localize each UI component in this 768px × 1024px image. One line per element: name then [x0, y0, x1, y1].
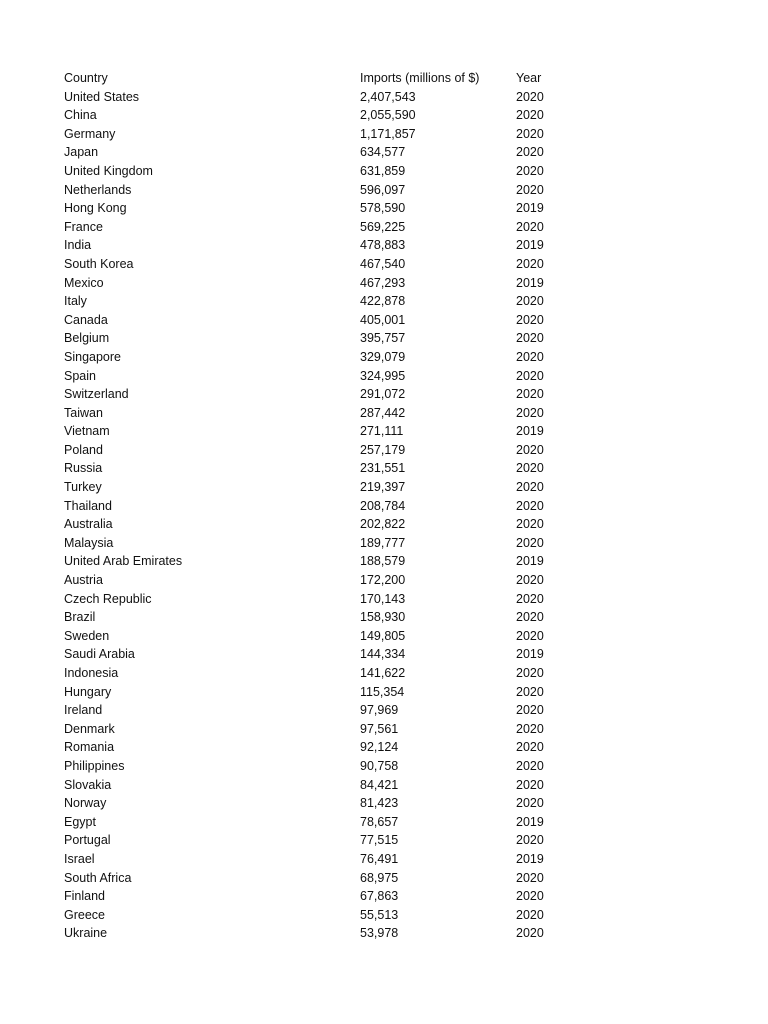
cell-imports: 188,579	[360, 554, 406, 569]
cell-imports: 90,758	[360, 758, 399, 773]
cell-country: United Kingdom	[64, 163, 153, 178]
table-row	[64, 255, 584, 274]
cell-year: 2019	[516, 424, 544, 439]
cell-imports: 77,515	[360, 833, 399, 848]
table-body	[64, 88, 584, 943]
cell-year: 2020	[516, 163, 544, 178]
cell-country: Hong Kong	[64, 201, 127, 216]
cell-imports: 219,397	[360, 480, 406, 495]
cell-country: Poland	[64, 442, 103, 457]
cell-imports: 231,551	[360, 461, 406, 476]
table-row	[64, 404, 584, 423]
table-row	[64, 850, 584, 869]
cell-year: 2020	[516, 182, 544, 197]
table-row	[64, 497, 584, 516]
cell-country: Japan	[64, 145, 99, 160]
cell-imports: 596,097	[360, 182, 406, 197]
cell-imports: 92,124	[360, 740, 399, 755]
cell-year: 2019	[516, 554, 544, 569]
table-row	[64, 645, 584, 664]
table-row	[64, 608, 584, 627]
table-row	[64, 906, 584, 925]
cell-imports: 53,978	[360, 926, 399, 941]
cell-country: Israel	[64, 851, 95, 866]
table-row	[64, 143, 584, 162]
table-row	[64, 534, 584, 553]
cell-year: 2020	[516, 294, 544, 309]
cell-country: Switzerland	[64, 387, 129, 402]
table-row	[64, 422, 584, 441]
cell-imports: 67,863	[360, 889, 399, 904]
cell-imports: 631,859	[360, 163, 406, 178]
cell-country: Germany	[64, 126, 116, 141]
cell-year: 2020	[516, 368, 544, 383]
table-row	[64, 627, 584, 646]
cell-year: 2020	[516, 145, 544, 160]
table-row	[64, 924, 584, 943]
table-row	[64, 459, 584, 478]
table-row	[64, 794, 584, 813]
table-row	[64, 720, 584, 739]
cell-year: 2020	[516, 517, 544, 532]
cell-country: Thailand	[64, 498, 112, 513]
cell-country: South Africa	[64, 870, 132, 885]
table-row	[64, 441, 584, 460]
cell-year: 2020	[516, 89, 544, 104]
cell-imports: 329,079	[360, 349, 406, 364]
cell-country: France	[64, 219, 103, 234]
table-row	[64, 218, 584, 237]
cell-year: 2020	[516, 591, 544, 606]
column-header-year: Year	[516, 71, 542, 85]
table-row	[64, 664, 584, 683]
cell-country: Italy	[64, 294, 87, 309]
cell-year: 2020	[516, 926, 544, 941]
cell-imports: 158,930	[360, 610, 406, 625]
cell-imports: 422,878	[360, 294, 406, 309]
cell-year: 2019	[516, 647, 544, 662]
cell-imports: 1,171,857	[360, 126, 416, 141]
cell-year: 2020	[516, 666, 544, 680]
cell-imports: 395,757	[360, 331, 406, 346]
column-header-country: Country	[64, 71, 108, 85]
cell-year: 2020	[516, 219, 544, 234]
cell-country: Denmark	[64, 721, 115, 736]
cell-imports: 467,540	[360, 256, 406, 271]
cell-country: Russia	[64, 461, 103, 476]
cell-imports: 149,805	[360, 628, 406, 643]
cell-imports: 172,200	[360, 573, 406, 588]
table-row	[64, 348, 584, 367]
table-row	[64, 887, 584, 906]
cell-imports: 257,179	[360, 442, 406, 457]
table-row	[64, 125, 584, 144]
cell-country: Vietnam	[64, 424, 110, 439]
cell-imports: 578,590	[360, 201, 406, 216]
cell-imports: 634,577	[360, 145, 406, 160]
cell-year: 2020	[516, 703, 544, 718]
cell-country: Spain	[64, 368, 96, 383]
cell-country: Austria	[64, 573, 103, 588]
cell-country: Turkey	[64, 480, 102, 495]
cell-country: China	[64, 108, 97, 123]
column-header-imports: Imports (millions of $)	[360, 71, 480, 85]
cell-imports: 84,421	[360, 777, 399, 792]
cell-year: 2020	[516, 442, 544, 457]
table-row	[64, 162, 584, 181]
cell-country: Slovakia	[64, 777, 112, 792]
cell-imports: 55,513	[360, 907, 399, 922]
cell-year: 2020	[516, 907, 544, 922]
cell-year: 2020	[516, 628, 544, 643]
imports-table	[64, 69, 584, 943]
cell-imports: 291,072	[360, 387, 406, 402]
table-row	[64, 292, 584, 311]
cell-country: Saudi Arabia	[64, 647, 135, 662]
table-row	[64, 515, 584, 534]
cell-imports: 141,622	[360, 666, 406, 680]
cell-year: 2020	[516, 777, 544, 792]
cell-imports: 170,143	[360, 591, 406, 606]
table-row	[64, 181, 584, 200]
cell-imports: 78,657	[360, 814, 399, 829]
cell-country: United Arab Emirates	[64, 554, 183, 569]
cell-country: Australia	[64, 517, 113, 532]
cell-year: 2020	[516, 387, 544, 402]
cell-imports: 115,354	[360, 684, 405, 699]
cell-country: United States	[64, 89, 140, 104]
cell-imports: 569,225	[360, 219, 406, 234]
cell-imports: 97,561	[360, 721, 399, 736]
cell-imports: 271,111	[360, 424, 404, 439]
cell-imports: 467,293	[360, 275, 406, 290]
cell-country: Egypt	[64, 814, 96, 829]
cell-year: 2020	[516, 331, 544, 346]
cell-imports: 208,784	[360, 498, 406, 513]
cell-country: Greece	[64, 907, 105, 922]
cell-year: 2020	[516, 684, 544, 699]
cell-year: 2020	[516, 480, 544, 495]
cell-year: 2020	[516, 721, 544, 736]
cell-year: 2020	[516, 498, 544, 513]
cell-year: 2020	[516, 349, 544, 364]
cell-imports: 76,491	[360, 851, 399, 866]
cell-imports: 144,334	[360, 647, 406, 662]
cell-country: Norway	[64, 796, 107, 811]
cell-country: Malaysia	[64, 535, 114, 550]
table-row	[64, 701, 584, 720]
cell-imports: 324,995	[360, 368, 406, 383]
cell-country: Mexico	[64, 275, 104, 290]
cell-country: Brazil	[64, 610, 96, 625]
cell-country: Netherlands	[64, 182, 132, 197]
cell-imports: 2,055,590	[360, 108, 416, 123]
cell-country: Ukraine	[64, 926, 108, 941]
cell-country: Finland	[64, 889, 105, 904]
cell-year: 2020	[516, 573, 544, 588]
cell-year: 2020	[516, 126, 544, 141]
cell-year: 2020	[516, 405, 544, 420]
cell-country: South Korea	[64, 256, 134, 271]
cell-imports: 68,975	[360, 870, 399, 885]
cell-imports: 287,442	[360, 405, 406, 420]
table-row	[64, 552, 584, 571]
cell-imports: 2,407,543	[360, 89, 416, 104]
cell-country: Portugal	[64, 833, 111, 848]
cell-year: 2020	[516, 889, 544, 904]
table-row	[64, 869, 584, 888]
cell-country: Czech Republic	[64, 591, 152, 606]
cell-year: 2020	[516, 833, 544, 848]
cell-year: 2020	[516, 610, 544, 625]
cell-year: 2020	[516, 758, 544, 773]
cell-country: Romania	[64, 740, 115, 755]
table-row	[64, 813, 584, 832]
table-row	[64, 236, 584, 255]
table-row	[64, 274, 584, 293]
cell-year: 2020	[516, 108, 544, 123]
cell-year: 2020	[516, 256, 544, 271]
table-row	[64, 88, 584, 107]
table-row	[64, 590, 584, 609]
cell-country: Sweden	[64, 628, 110, 643]
cell-year: 2020	[516, 740, 544, 755]
cell-country: India	[64, 238, 92, 253]
cell-year: 2020	[516, 870, 544, 885]
cell-year: 2019	[516, 851, 544, 866]
cell-imports: 81,423	[360, 796, 399, 811]
cell-imports: 478,883	[360, 238, 406, 253]
cell-year: 2020	[516, 312, 544, 327]
table-row	[64, 757, 584, 776]
table-row	[64, 329, 584, 348]
table-row	[64, 571, 584, 590]
table-row	[64, 776, 584, 795]
cell-year: 2019	[516, 275, 544, 290]
table-row	[64, 831, 584, 850]
cell-imports: 405,001	[360, 312, 406, 327]
cell-country: Singapore	[64, 349, 121, 364]
table-row	[64, 385, 584, 404]
table-row	[64, 738, 584, 757]
cell-year: 2019	[516, 814, 544, 829]
table-row	[64, 106, 584, 125]
table-row	[64, 683, 584, 702]
cell-year: 2020	[516, 535, 544, 550]
cell-country: Indonesia	[64, 666, 119, 680]
cell-country: Philippines	[64, 758, 125, 773]
table-row	[64, 367, 584, 386]
table-row	[64, 311, 584, 330]
cell-year: 2019	[516, 238, 544, 253]
table-row	[64, 199, 584, 218]
cell-imports: 189,777	[360, 535, 406, 550]
cell-imports: 97,969	[360, 703, 399, 718]
cell-country: Canada	[64, 312, 108, 327]
cell-year: 2020	[516, 796, 544, 811]
cell-year: 2020	[516, 461, 544, 476]
cell-country: Ireland	[64, 703, 103, 718]
cell-country: Taiwan	[64, 405, 103, 420]
cell-imports: 202,822	[360, 517, 406, 532]
cell-country: Belgium	[64, 331, 110, 346]
cell-year: 2019	[516, 201, 544, 216]
cell-country: Hungary	[64, 684, 112, 699]
table-header-row	[64, 69, 584, 88]
table-row	[64, 478, 584, 497]
